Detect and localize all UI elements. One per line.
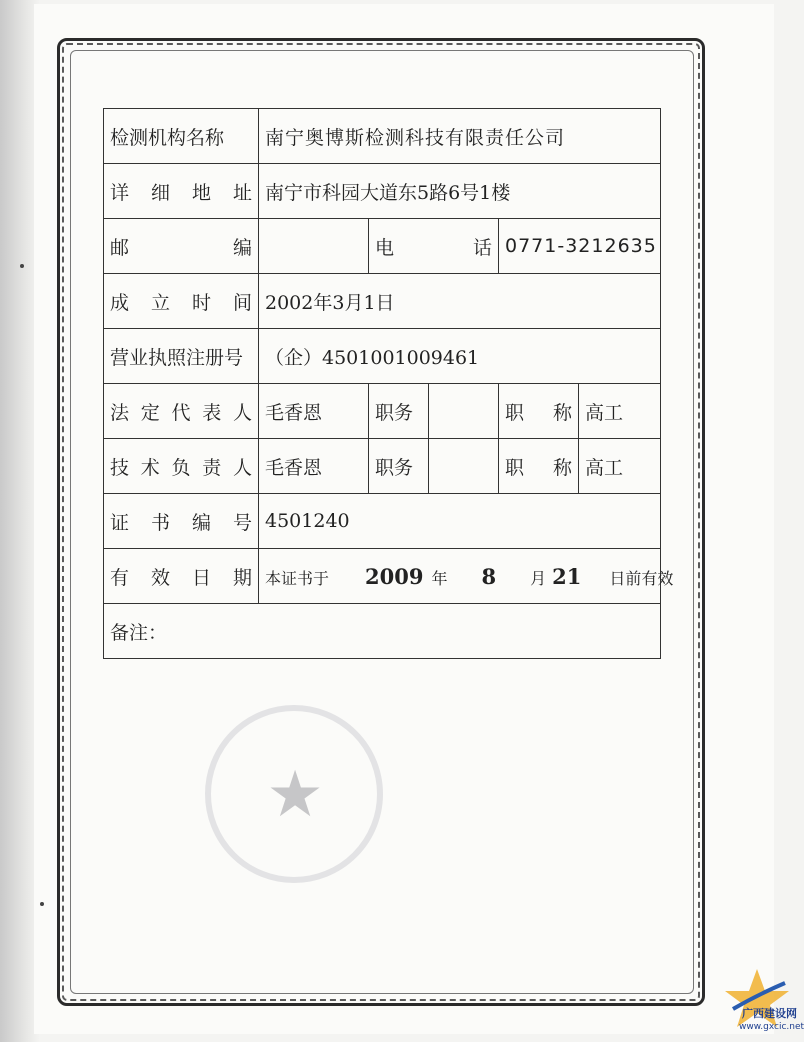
label-char: 有 [110,566,130,589]
row-tech-lead [104,439,661,494]
value-cert-no: 4501240 [259,494,661,549]
label-address [104,164,259,219]
value-tech-lead-name: 毛香恩 [259,439,369,494]
label-char: 话 [472,236,492,259]
label-char: 日 [191,566,211,589]
spread-label [110,563,252,590]
label-char: 细 [150,181,170,204]
label-char: 立 [150,291,170,314]
spread-label [505,453,572,480]
label-char: 证 [110,511,130,534]
value-established: 2002年3月1日 [259,274,661,329]
valid-suffix: 日前有效 [609,568,674,588]
value-license: （企）4501001009461 [259,329,661,384]
row-cert-no [104,494,661,549]
value-legal-rep-post [429,384,499,439]
label-cert-no [104,494,259,549]
spread-label [110,233,252,260]
spread-label [110,288,252,315]
spread-label [110,398,252,425]
label-char: 法 [110,401,130,424]
label-char: 技 [110,456,130,479]
certificate-table [103,108,674,659]
label-char: 间 [232,291,252,314]
seal-star-icon: ★ [266,758,324,832]
value-phone: 0771-3212635 [499,219,661,274]
row-valid [104,549,661,604]
label-char: 效 [150,566,170,589]
label-char: 人 [232,456,252,479]
label-postcode [104,219,259,274]
label-char: 术 [140,456,160,479]
label-char: 详 [110,181,130,204]
label-char: 期 [232,566,252,589]
label-tech-lead-post: 职务 [369,439,429,494]
value-address: 南宁市科园大道东5路6号1楼 [259,164,661,219]
watermark-name: 广西建设网 [742,1007,797,1020]
row-address [104,164,661,219]
row-license [104,329,661,384]
spread-label [110,178,252,205]
valid-year: 2009 [365,563,424,589]
valid-month: 8 [481,563,497,589]
valid-prefix: 本证书于 [265,568,330,588]
value-legal-rep-title: 高工 [579,384,661,439]
label-legal-rep [104,384,259,439]
label-char: 号 [232,511,252,534]
label-char: 编 [191,511,211,534]
watermark-url: www.gxcic.net [739,1022,804,1032]
label-char: 邮 [110,236,130,259]
label-org-name: 检测机构名称 [104,109,259,164]
scan-speck [40,902,44,906]
label-char: 编 [232,236,252,259]
value-tech-lead-post [429,439,499,494]
valid-day: 21 [552,563,582,589]
label-char: 电 [375,236,395,259]
label-char: 成 [110,291,130,314]
row-org-name [104,109,661,164]
label-valid [104,549,259,604]
label-char: 表 [202,401,222,424]
row-postcode-phone [104,219,661,274]
spread-label [110,453,252,480]
label-legal-rep-title [499,384,579,439]
label-char: 时 [191,291,211,314]
remarks-area [104,604,661,659]
spread-label [375,233,492,260]
value-org-name: 南宁奥博斯检测科技有限责任公司 [259,109,661,164]
row-established [104,274,661,329]
value-valid [259,549,674,604]
label-tech-lead-title [499,439,579,494]
label-char: 负 [171,456,191,479]
label-char: 书 [150,511,170,534]
row-legal-rep [104,384,661,439]
valid-month-unit: 月 [530,568,547,588]
label-char: 责 [202,456,222,479]
value-tech-lead-title: 高工 [579,439,661,494]
label-phone [369,219,499,274]
value-legal-rep-name: 毛香恩 [259,384,369,439]
scan-speck [20,264,24,268]
value-postcode [259,219,369,274]
spread-label [110,508,252,535]
label-legal-rep-post: 职务 [369,384,429,439]
valid-year-unit: 年 [431,568,448,588]
label-char: 定 [140,401,160,424]
spread-label [505,398,572,425]
row-remarks [104,604,661,659]
label-established [104,274,259,329]
label-license: 营业执照注册号 [104,329,259,384]
label-char: 职 [505,456,525,479]
label-char: 代 [171,401,191,424]
label-char: 人 [232,401,252,424]
label-char: 址 [232,181,252,204]
label-char: 称 [552,456,572,479]
label-char: 职 [505,401,525,424]
label-char: 地 [191,181,211,204]
label-remarks: 备注： [110,621,168,644]
label-tech-lead [104,439,259,494]
label-char: 称 [552,401,572,424]
